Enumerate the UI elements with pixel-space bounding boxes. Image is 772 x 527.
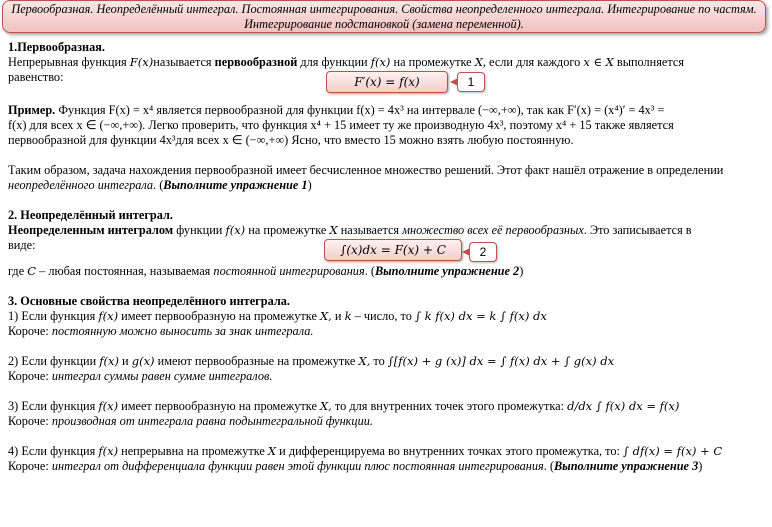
section-2-definition: Неопределенным интегралом функции f(x) на промежутке X называется множество всех её первообразных. Это записывается в bbox=[8, 223, 692, 237]
section-2-note: где C – любая постоянная, называемая постоянной интегрирования. (Выполните упражнение 2) bbox=[8, 264, 524, 278]
property-4: 4) Если функция f(x) непрерывна на промежутке X и дифференцируема во внутренних точках этого промежутка, то: ∫ df(x) = f(x) + C bbox=[8, 444, 723, 458]
section-2-heading: 2. Неопределённый интеграл. bbox=[8, 208, 173, 222]
section-3-heading: 3. Основные свойства неопределённого интеграла. bbox=[8, 294, 290, 308]
property-2-short: Короче: интеграл суммы равен сумме интегралов. bbox=[8, 369, 273, 383]
topic-banner bbox=[2, 0, 766, 33]
callout-1: 1 bbox=[457, 72, 485, 92]
example-line-3: первообразной для функции 4x³для всех x ∈ (−∞,+∞) Ясно, что вместо 15 можно взять любую постоянную. bbox=[8, 133, 574, 147]
formula-box-2: ∫(x)dx = F(x) + C bbox=[324, 239, 462, 261]
topic-banner-text: Первообразная. Неопределённый интеграл. Постоянная интегрирования. Свойства неопределенного интеграла. Интегрирование по частям. Интегрирование подстановкой (замена переменной). bbox=[11, 2, 757, 31]
property-4-short: Короче: интеграл от дифференциала функции равен этой функции плюс постоянная интегрирования. (Выполните упражнение 3) bbox=[8, 459, 703, 473]
property-2: 2) Если функции f(x) и g(x) имеют первообразные на промежутке X, то ∫[f(x) + g (x)] dx = ∫ f(x) dx + ∫ g(x) dx bbox=[8, 354, 615, 368]
formula-box-1: F′(x) = f(x) bbox=[326, 71, 448, 93]
section-1-definition-end: равенство: bbox=[8, 70, 64, 84]
section-1-definition: Непрерывная функция F(x)называется первообразной для функции f(x) на промежутке X, если для каждого x ∈ X выполняется bbox=[8, 55, 684, 69]
section-2-definition-end: виде: bbox=[8, 238, 36, 252]
property-1: 1) Если функция f(x) имеет первообразную на промежутке X, и k – число, то ∫ k f(x) dx = k ∫ f(x) dx bbox=[8, 309, 547, 323]
formula-1-row bbox=[8, 70, 768, 96]
callout-2: 2 bbox=[469, 242, 497, 262]
section-1-heading: 1.Первообразная. bbox=[8, 40, 105, 54]
section-1-summary-end: неопределённого интеграла. (Выполните упражнение 1) bbox=[8, 178, 312, 192]
section-1-summary: Таким образом, задача нахождения первообразной имеет бесчисленное множество решений. Этот факт нашёл отражение в определении bbox=[8, 163, 724, 177]
property-3-short: Короче: производная от интеграла равна подынтегральной функции. bbox=[8, 414, 373, 428]
property-1-short: Короче: постоянную можно выносить за знак интеграла. bbox=[8, 324, 314, 338]
property-3: 3) Если функция f(x) имеет первообразную на промежутке X, то для внутренних точек этого промежутка: d/dx ∫ f(x) dx = f(x) bbox=[8, 399, 680, 413]
example-paragraph: Пример. Функция F(x) = x⁴ является первообразной для функции f(x) = 4x³ на интервале (−∞,+∞), так как F′(x) = (x⁴)′ = 4x³ = bbox=[8, 103, 665, 117]
document-body bbox=[8, 40, 768, 474]
example-line-2: f(x) для всех x ∈ (−∞,+∞). Легко проверить, что функция x⁴ + 15 имеет ту же производную 4x³, поэтому x⁴ + 15 также является bbox=[8, 118, 674, 132]
formula-2-row bbox=[8, 238, 768, 264]
